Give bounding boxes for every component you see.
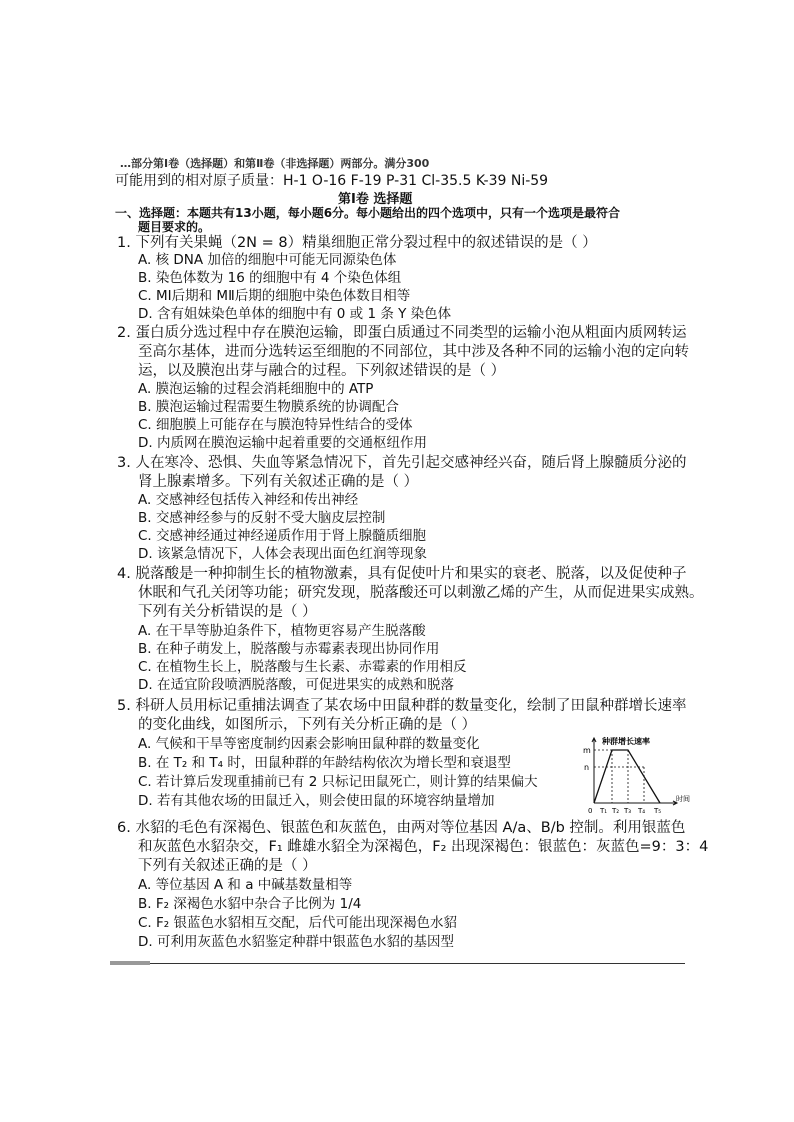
question-2-stem-line-2: 至高尔基体，进而分选转运至细胞的不同部位，其中涉及各种不同的运输小泡的定向转	[138, 344, 689, 360]
graph-origin-label: 0	[588, 807, 593, 815]
question-6-stem-line-3: 下列有关叙述正确的是（ ）	[138, 858, 317, 874]
question-4-stem-line-1: 4. 脱落酸是一种抑制生长的植物激素，具有促使叶片和果实的衰老、脱落，以及促使种子	[117, 566, 687, 582]
question-3-option-b: B. 交感神经参与的反射不受大脑皮层控制	[138, 510, 386, 526]
question-1-option-d: D. 含有姐妹染色单体的细胞中有 0 或 1 条 Y 染色体	[138, 306, 452, 322]
question-2-option-a: A. 膜泡运输的过程会消耗细胞中的 ATP	[138, 381, 374, 397]
graph-x-tick-t1: T₁	[600, 807, 608, 815]
section-instruction-line-2: 题目要求的。	[138, 220, 211, 234]
question-2-option-c: C. 细胞膜上可能存在与膜泡特异性结合的受体	[138, 417, 413, 433]
question-2-stem-line-1: 2. 蛋白质分选过程中存在膜泡运输，即蛋白质通过不同类型的运输小泡从粗面内质网转运	[117, 325, 687, 341]
question-4-stem-line-3: 下列有关分析错误的是（ ）	[138, 604, 317, 620]
graph-x-tick-t5: T₅	[654, 807, 662, 815]
question-2-stem-line-3: 运，以及膜泡出芽与融合的过程。下列叙述错误的是（ ）	[138, 363, 506, 379]
question-6-stem-line-2: 和灰蓝色水貂杂交，F₁ 雌雄水貂全为深褐色，F₂ 出现深褐色：银蓝色：灰蓝色=9：3：4	[138, 839, 709, 855]
graph-x-tick-t2: T₂	[612, 807, 620, 815]
question-5-stem-line-1: 5. 科研人员用标记重捕法调查了某农场中田鼠种群的数量变化，绘制了田鼠种群增长速率	[117, 698, 687, 714]
question-2-option-b: B. 膜泡运输过程需要生物膜系统的协调配合	[138, 399, 399, 415]
section-instruction-line-1: 一、选择题：本题共有13小题，每小题6分。每小题给出的四个选项中，只有一个选项是最符合	[115, 206, 621, 220]
graph-x-title: 时间	[676, 795, 690, 803]
graph-y-mark-n: n	[584, 763, 590, 772]
part-title: 第Ⅰ卷 选择题	[338, 192, 413, 207]
graph-y-mark-m: m	[583, 746, 591, 755]
question-6-option-c: C. F₂ 银蓝色水貂相互交配，后代可能出现深褐色水貂	[138, 915, 457, 931]
header-cut-line: …部分第Ⅰ卷（选择题）和第Ⅱ卷（非选择题）两部分。满分300	[120, 157, 430, 170]
question-6-stem-line-1: 6. 水貂的毛色有深褐色、银蓝色和灰蓝色，由两对等位基因 A/a、B/b 控制。利用银蓝色	[117, 820, 686, 836]
question-5-option-d: D. 若有其他农场的田鼠迁入，则会使田鼠的环境容纳量增加	[138, 793, 495, 809]
question-2-option-d: D. 内质网在膜泡运输中起着重要的交通枢纽作用	[138, 435, 427, 451]
question-4-option-a: A. 在干旱等胁迫条件下，植物更容易产生脱落酸	[138, 623, 426, 639]
question-4-option-c: C. 在植物生长上，脱落酸与生长素、赤霉素的作用相反	[138, 659, 467, 675]
population-growth-rate-graph	[580, 735, 700, 815]
question-3-option-d: D. 该紧急情况下，人体会表现出面色红润等现象	[138, 546, 427, 562]
question-4-option-b: B. 在种子萌发上，脱落酸与赤霉素表现出协同作用	[138, 641, 440, 657]
question-1-option-a: A. 核 DNA 加倍的细胞中可能无同源染色体	[138, 252, 397, 268]
question-1-option-c: C. MⅠ后期和 MⅡ后期的细胞中染色体数目相等	[138, 288, 411, 304]
graph-growth-rate-curve	[594, 750, 660, 803]
question-1-option-b: B. 染色体数为 16 的细胞中有 4 个染色体组	[138, 270, 402, 286]
question-5-option-c: C. 若计算后发现重捕前已有 2 只标记田鼠死亡，则计算的结果偏大	[138, 774, 538, 790]
graph-x-tick-t4: T₄	[638, 807, 646, 815]
graph-x-tick-t3: T₃	[624, 807, 632, 815]
question-6-option-a: A. 等位基因 A 和 a 中碱基数量相等	[138, 877, 353, 893]
question-6-option-b: B. F₂ 深褐色水貂中杂合子比例为 1/4	[138, 896, 362, 912]
graph-y-title: 种群增长速率	[602, 737, 650, 746]
question-3-stem-line-2: 肾上腺素增多。下列有关叙述正确的是（ ）	[138, 474, 419, 490]
atomic-masses-line: 可能用到的相对原子质量：H-1 O-16 F-19 P-31 Cl-35.5 K-39 Ni-59	[115, 173, 549, 189]
question-1-stem: 1. 下列有关果蝇（2N = 8）精巢细胞正常分裂过程中的叙述错误的是（ ）	[117, 235, 597, 251]
question-5-option-b: B. 在 T₂ 和 T₄ 时，田鼠种群的年龄结构依次为增长型和衰退型	[138, 755, 511, 771]
bottom-rule-mark	[110, 961, 150, 965]
question-3-option-a: A. 交感神经包括传入神经和传出神经	[138, 492, 359, 508]
question-6-option-d: D. 可利用灰蓝色水貂鉴定种群中银蓝色水貂的基因型	[138, 934, 454, 950]
question-3-option-c: C. 交感神经通过神经递质作用于肾上腺髓质细胞	[138, 528, 427, 544]
question-3-stem-line-1: 3. 人在寒冷、恐惧、失血等紧急情况下，首先引起交感神经兴奋，随后肾上腺髓质分泌的	[117, 455, 687, 471]
question-4-stem-line-2: 休眠和气孔关闭等功能；研究发现，脱落酸还可以刺激乙烯的产生，从而促进果实成熟。	[138, 585, 704, 601]
bottom-rule	[110, 963, 685, 964]
question-4-option-d: D. 在适宜阶段喷洒脱落酸，可促进果实的成熟和脱落	[138, 677, 454, 693]
question-5-option-a: A. 气候和干旱等密度制约因素会影响田鼠种群的数量变化	[138, 736, 480, 752]
question-5-stem-line-2: 的变化曲线，如图所示，下列有关分析正确的是（ ）	[138, 717, 477, 733]
